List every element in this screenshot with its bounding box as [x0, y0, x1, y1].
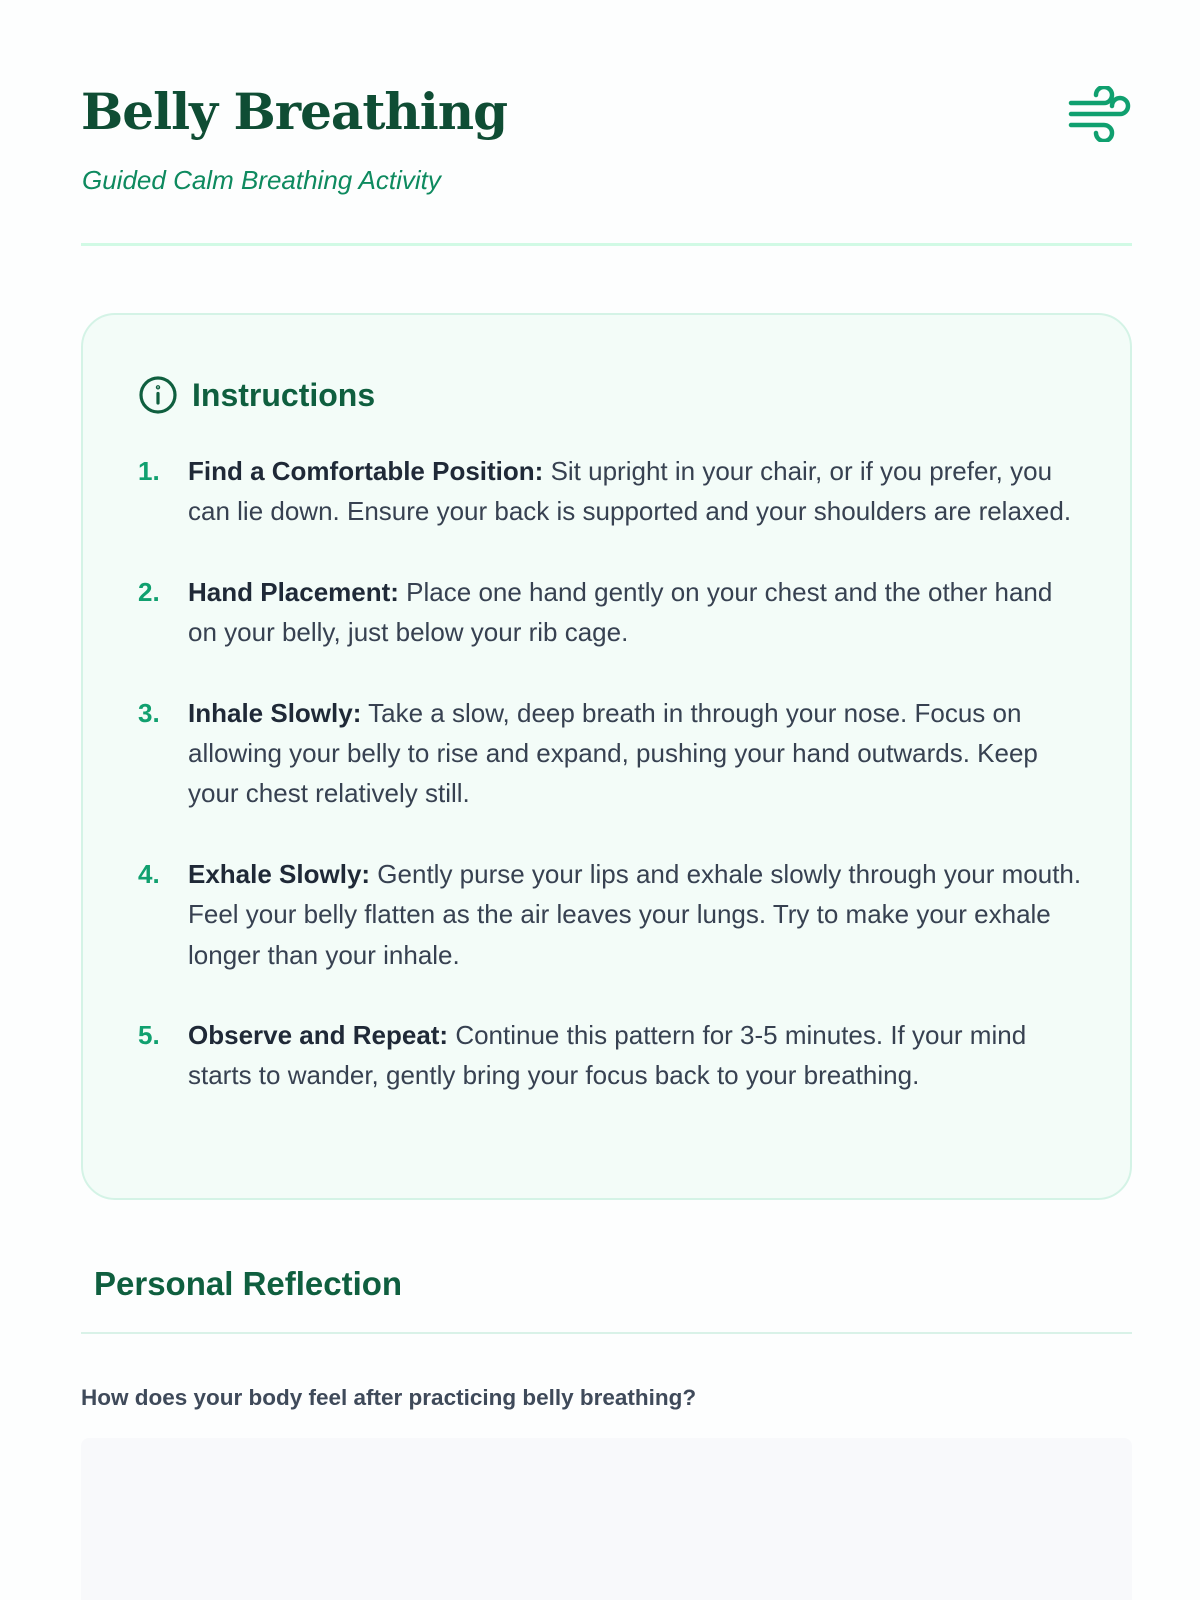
- reflection-section-header: [81, 1257, 1132, 1334]
- step-description: [188, 572, 1083, 653]
- page-subtitle: Guided Calm Breathing Activity: [82, 165, 441, 195]
- instruction-steps: [138, 451, 1083, 1136]
- instruction-step: [138, 572, 1083, 653]
- instructions-card: [81, 313, 1132, 1200]
- step-number: 3.: [138, 697, 160, 728]
- step-title: Inhale Slowly:: [188, 697, 362, 728]
- page-header: [81, 0, 1132, 246]
- step-title: Observe and Repeat:: [188, 1020, 449, 1051]
- instruction-step: [138, 1015, 1083, 1096]
- reflection-question: How does your body feel after practicing belly breathing?: [81, 1385, 697, 1410]
- step-description: [188, 1015, 1083, 1096]
- worksheet-page: [81, 0, 1132, 1410]
- info-icon: [138, 375, 178, 415]
- step-number: 1.: [138, 456, 160, 486]
- page-title: Belly Breathing: [81, 82, 508, 141]
- step-title: Find a Comfortable Position:: [188, 456, 544, 486]
- wind-icon: [1068, 86, 1132, 142]
- reflection-answer-field[interactable]: [81, 1438, 1132, 1600]
- step-number: 5.: [138, 1020, 160, 1051]
- step-body: Continue this pattern for 3-5 minutes. If your mind starts to wander, gently bring your focus back to your breathing.: [188, 1020, 1027, 1091]
- step-title: Exhale Slowly:: [188, 858, 371, 889]
- step-description: [188, 693, 1083, 814]
- step-body: Gently purse your lips and exhale slowly through your mouth. Feel your belly flatten as the air leaves your lungs. Try to make your exhale longer than your inhale.: [188, 858, 1082, 970]
- reflection-title: Personal Reflection: [94, 1265, 403, 1302]
- step-number: 4.: [138, 858, 160, 889]
- instruction-step: [138, 854, 1083, 975]
- step-body: Sit upright in your chair, or if you prefer, you can lie down. Ensure your back is supported and your shoulders are relaxed.: [188, 456, 1072, 527]
- instructions-heading: [138, 373, 375, 417]
- instructions-title: Instructions: [192, 376, 376, 413]
- instruction-step: [138, 451, 1083, 532]
- step-description: [188, 451, 1083, 532]
- step-number: 2.: [138, 576, 160, 607]
- step-body: Take a slow, deep breath in through your nose. Focus on allowing your belly to rise and expand, pushing your hand outwards. Keep your chest relatively still.: [188, 697, 1038, 809]
- step-body: Place one hand gently on your chest and the other hand on your belly, just below your rib cage.: [188, 576, 1053, 648]
- step-title: Hand Placement:: [188, 576, 399, 607]
- instruction-step: [138, 693, 1083, 814]
- step-description: [188, 854, 1083, 975]
